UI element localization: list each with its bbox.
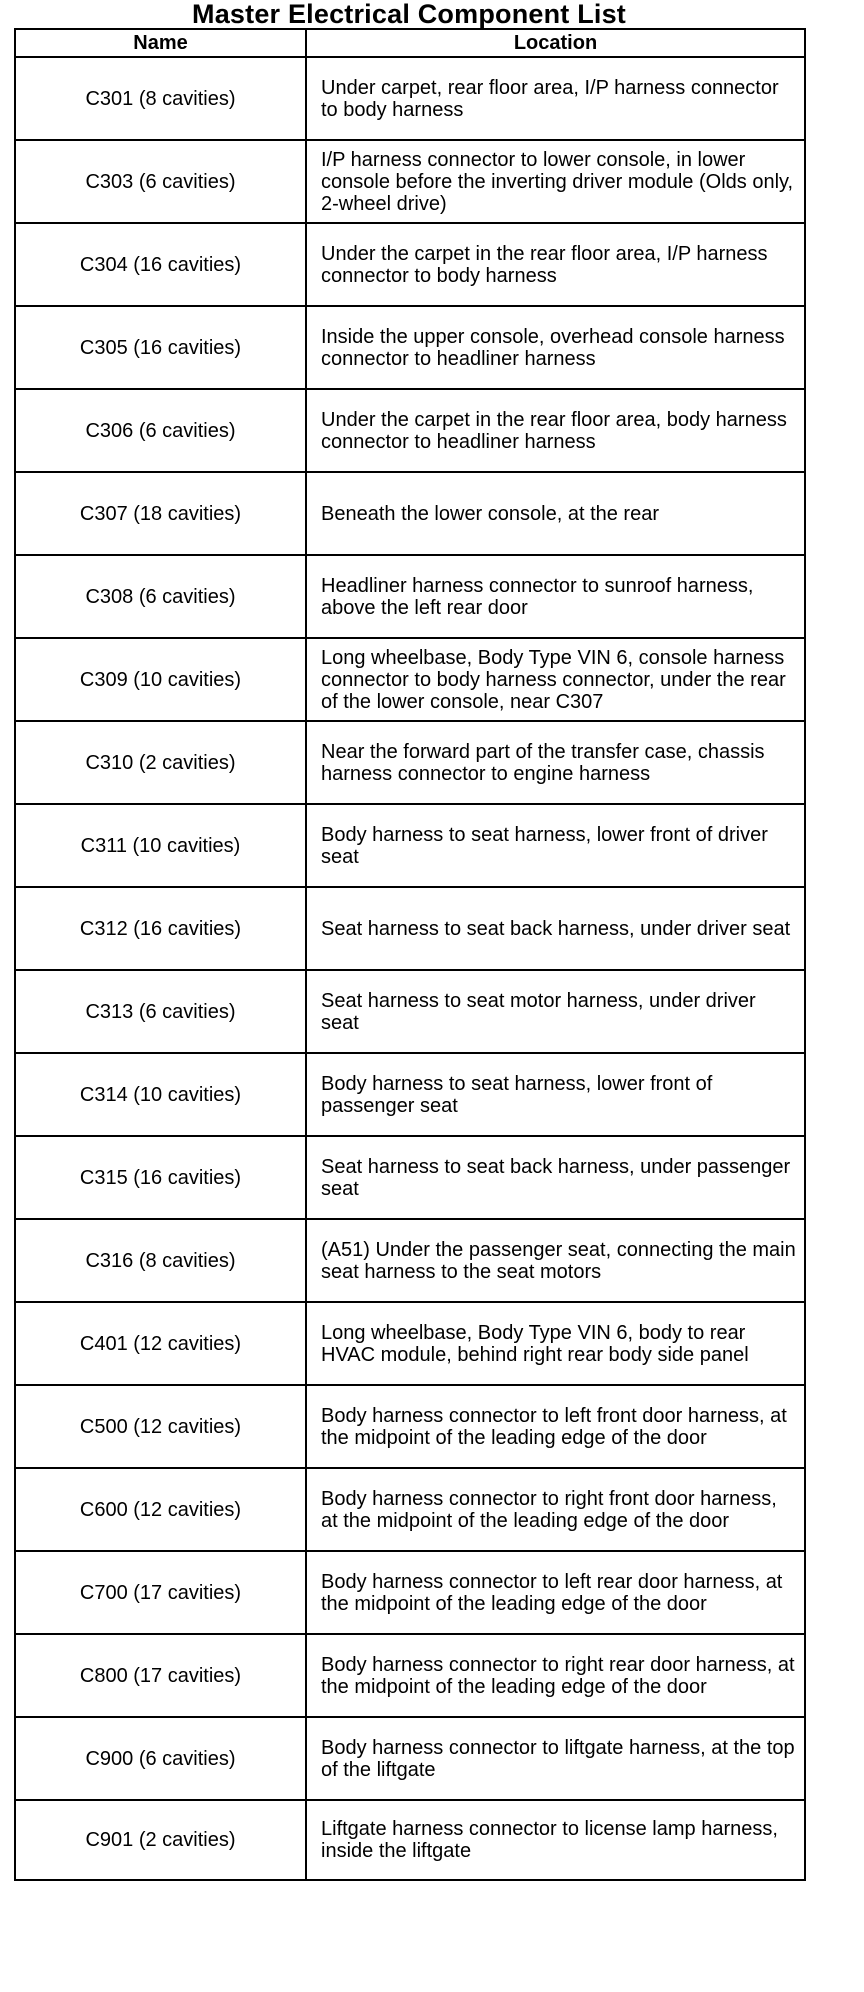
component-location: Body harness connector to liftgate harness, at the top of the liftgate: [306, 1717, 805, 1800]
component-location: Seat harness to seat motor harness, under driver seat: [306, 970, 805, 1053]
table-row: [15, 721, 805, 804]
component-location: I/P harness connector to lower console, in lower console before the inverting driver module (Olds only, 2-wheel drive): [306, 140, 805, 223]
component-name: C303 (6 cavities): [15, 140, 306, 223]
component-location: Body harness to seat harness, lower front of driver seat: [306, 804, 805, 887]
component-name: C901 (2 cavities): [15, 1800, 306, 1880]
component-table: [14, 28, 806, 1881]
component-name: C314 (10 cavities): [15, 1053, 306, 1136]
component-location: Long wheelbase, Body Type VIN 6, body to rear HVAC module, behind right rear body side panel: [306, 1302, 805, 1385]
table-row: [15, 1302, 805, 1385]
table-row: [15, 638, 805, 721]
table-row: [15, 1219, 805, 1302]
component-location: Body harness connector to left rear door harness, at the midpoint of the leading edge of the door: [306, 1551, 805, 1634]
component-name: C900 (6 cavities): [15, 1717, 306, 1800]
table-row: [15, 804, 805, 887]
component-location: Beneath the lower console, at the rear: [306, 472, 805, 555]
table-row: [15, 1634, 805, 1717]
component-location: Under the carpet in the rear floor area, body harness connector to headliner harness: [306, 389, 805, 472]
component-location: Body harness connector to right front door harness, at the midpoint of the leading edge of the door: [306, 1468, 805, 1551]
component-name: C306 (6 cavities): [15, 389, 306, 472]
component-name: C315 (16 cavities): [15, 1136, 306, 1219]
component-name: C307 (18 cavities): [15, 472, 306, 555]
column-header-location: Location: [306, 29, 805, 57]
table-row: [15, 472, 805, 555]
component-location: Headliner harness connector to sunroof harness, above the left rear door: [306, 555, 805, 638]
table-row: [15, 887, 805, 970]
table-row: [15, 555, 805, 638]
component-location: Body harness connector to left front door harness, at the midpoint of the leading edge of the door: [306, 1385, 805, 1468]
table-row: [15, 1551, 805, 1634]
component-location: Under the carpet in the rear floor area, I/P harness connector to body harness: [306, 223, 805, 306]
component-location: Body harness to seat harness, lower front of passenger seat: [306, 1053, 805, 1136]
column-header-name: Name: [15, 29, 306, 57]
component-name: C600 (12 cavities): [15, 1468, 306, 1551]
component-name: C401 (12 cavities): [15, 1302, 306, 1385]
table-row: [15, 223, 805, 306]
table-row: [15, 970, 805, 1053]
component-name: C800 (17 cavities): [15, 1634, 306, 1717]
table-row: [15, 140, 805, 223]
component-name: C500 (12 cavities): [15, 1385, 306, 1468]
table-row: [15, 389, 805, 472]
component-name: C308 (6 cavities): [15, 555, 306, 638]
component-location: Liftgate harness connector to license lamp harness, inside the liftgate: [306, 1800, 805, 1880]
table-row: [15, 306, 805, 389]
page-title: Master Electrical Component List: [192, 0, 626, 29]
component-name: C700 (17 cavities): [15, 1551, 306, 1634]
table-row: [15, 1136, 805, 1219]
table-row: [15, 1053, 805, 1136]
component-location: Body harness connector to right rear door harness, at the midpoint of the leading edge of the door: [306, 1634, 805, 1717]
component-name: C311 (10 cavities): [15, 804, 306, 887]
component-name: C316 (8 cavities): [15, 1219, 306, 1302]
table-row: [15, 1385, 805, 1468]
component-name: C304 (16 cavities): [15, 223, 306, 306]
component-location: Long wheelbase, Body Type VIN 6, console harness connector to body harness connector, under the rear of the lower console, near C307: [306, 638, 805, 721]
component-location: Near the forward part of the transfer case, chassis harness connector to engine harness: [306, 721, 805, 804]
table-row: [15, 57, 805, 140]
component-location: (A51) Under the passenger seat, connecting the main seat harness to the seat motors: [306, 1219, 805, 1302]
component-location: Under carpet, rear floor area, I/P harness connector to body harness: [306, 57, 805, 140]
table-row: [15, 1468, 805, 1551]
component-name: C313 (6 cavities): [15, 970, 306, 1053]
component-location: Seat harness to seat back harness, under passenger seat: [306, 1136, 805, 1219]
component-name: C310 (2 cavities): [15, 721, 306, 804]
component-name: C305 (16 cavities): [15, 306, 306, 389]
component-name: C301 (8 cavities): [15, 57, 306, 140]
component-name: C312 (16 cavities): [15, 887, 306, 970]
component-name: C309 (10 cavities): [15, 638, 306, 721]
table-row: [15, 1717, 805, 1800]
component-location: Seat harness to seat back harness, under driver seat: [306, 887, 805, 970]
component-location: Inside the upper console, overhead console harness connector to headliner harness: [306, 306, 805, 389]
table-header-row: [15, 29, 805, 57]
table-row: [15, 1800, 805, 1880]
